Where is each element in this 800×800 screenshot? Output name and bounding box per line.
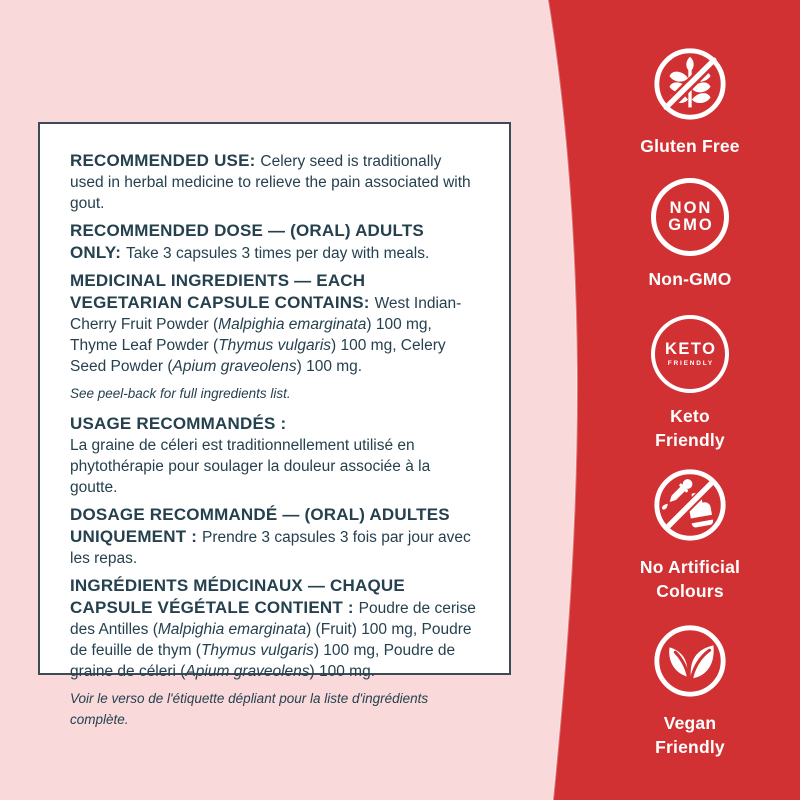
verso-note: Voir le verso de l'étiquette dépliant pour la liste d'ingrédients complète.	[70, 691, 429, 727]
recommended-dose-text: RECOMMENDED DOSE — (ORAL) ADULTS ONLY: Take 3 capsules 3 times per day with meals.	[70, 221, 430, 262]
badge-vegan-friendly-label: Vegan Friendly	[655, 713, 725, 757]
usage-recommande-text: USAGE RECOMMANDÉS : La graine de céleri est traditionnellement utilisé en phytothérapie pour soulager la douleur associée à la goutte.	[70, 414, 431, 496]
ingredients-info-box	[38, 122, 511, 727]
keto-icon-text-sub: FRIENDLY	[667, 360, 715, 367]
peel-back-note: See peel-back for full ingredients list.	[70, 386, 291, 401]
badge-keto-friendly-label: Keto Friendly	[655, 406, 725, 450]
non-gmo-icon-text-line2: GMO	[668, 216, 714, 234]
keto-icon-text-main: KETO	[664, 340, 717, 358]
badge-no-artificial-colours-label: No Artificial Colours	[639, 557, 741, 601]
ingredients-medicinaux-text: INGRÉDIENTS MÉDICINAUX — CHAQUE CAPSULE VÉGÉTALE CONTIENT : Poudre de cerise des Antilles (Malpighia emarginata) (Fruit) 100 mg, Poudre de feuille de thym (Thymus vulgaris) 100 mg, Poudre de graine de céleri (Apium graveolens) 100 mg.	[70, 576, 476, 680]
badge-gluten-free-label: Gluten Free	[640, 136, 740, 156]
badge-non-gmo-label: Non-GMO	[648, 269, 732, 289]
medicinal-ingredients-text: MEDICINAL INGREDIENTS — EACH VEGETARIAN CAPSULE CONTAINS: West Indian-Cherry Fruit Powder (Malpighia emarginata) 100 mg, Thyme Leaf Powder (Thymus vulgaris) 100 mg, Celery Seed Powder (Apium graveolens) 100 mg.	[70, 271, 462, 375]
non-gmo-icon-text-line1: NON	[669, 199, 713, 217]
recommended-use-text: RECOMMENDED USE: Celery seed is traditionally used in herbal medicine to relieve the pain associated with gout.	[70, 151, 471, 212]
dosage-recommande-text: DOSAGE RECOMMANDÉ — (ORAL) ADULTES UNIQUEMENT : Prendre 3 capsules 3 fois par jour avec les repas.	[70, 505, 471, 567]
